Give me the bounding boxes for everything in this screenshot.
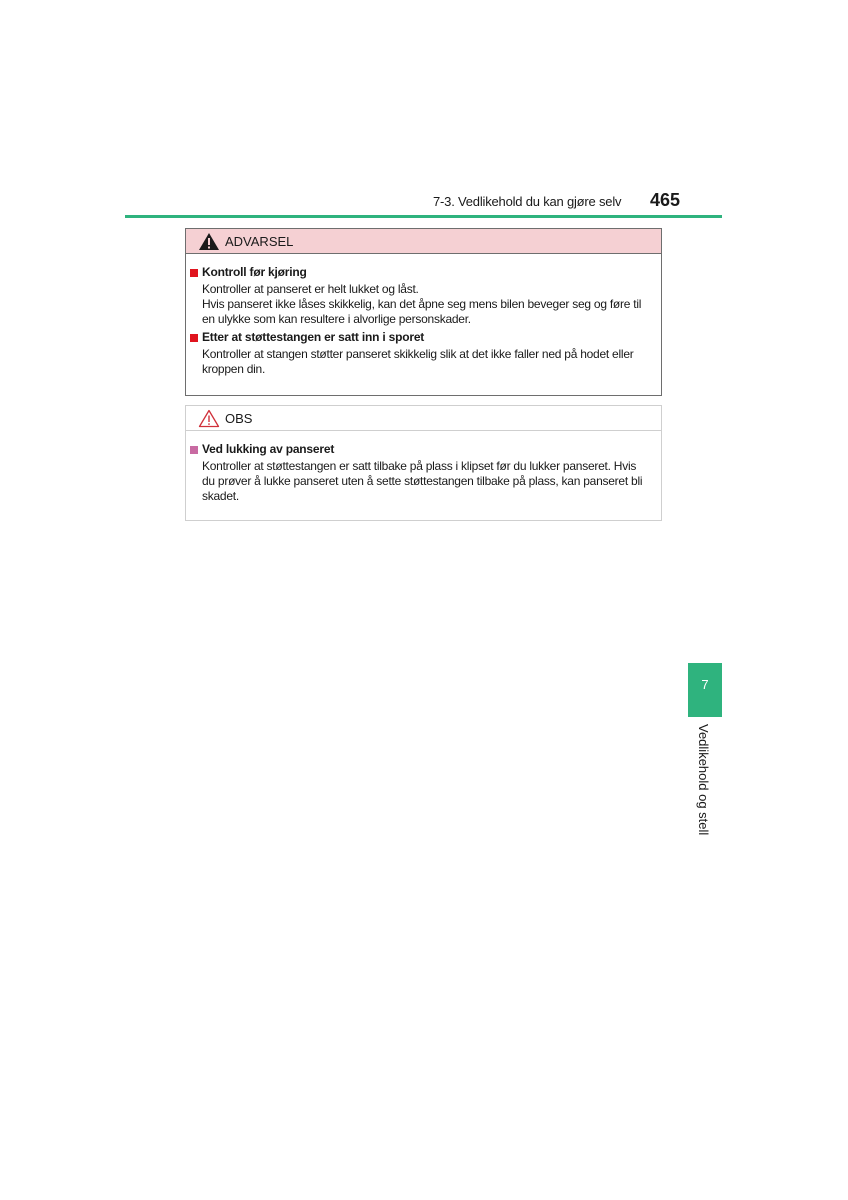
- header-rule: [125, 215, 722, 218]
- warning-title: ADVARSEL: [225, 233, 294, 249]
- text-line: en ulykke som kan resultere i alvorlige personskader.: [202, 312, 471, 326]
- warning-item-heading-text: Kontroll før kjøring: [202, 265, 307, 279]
- notice-item-heading: [190, 442, 653, 457]
- chapter-tab: [688, 663, 722, 717]
- notice-header: [186, 406, 661, 431]
- notice-body: [186, 431, 661, 504]
- text-line: kroppen din.: [202, 362, 266, 376]
- square-bullet-icon: [190, 334, 198, 342]
- page-number: 465: [650, 190, 681, 210]
- chapter-title: Vedlikehold og stell: [696, 724, 711, 836]
- text-line: Kontroller at stangen støtter panseret skikkelig slik at det ikke faller ned på hodet eller: [202, 347, 634, 361]
- warning-body: [186, 254, 661, 377]
- warning-box: [185, 228, 662, 396]
- warning-item-text: [190, 282, 653, 327]
- warning-item-heading: [190, 330, 653, 345]
- warning-item-text: [190, 347, 653, 377]
- warning-header: [186, 229, 661, 254]
- warning-item-heading-text: Etter at støttestangen er satt inn i sporet: [202, 330, 425, 344]
- text-line: Hvis panseret ikke låses skikkelig, kan det åpne seg mens bilen beveger seg og føre til: [202, 297, 642, 311]
- notice-item-text: [190, 459, 653, 504]
- warning-triangle-filled-icon: [198, 232, 220, 251]
- text-line: du prøver å lukke panseret uten å sette støttestangen tilbake på plass, kan panseret bli: [202, 474, 643, 488]
- notice-box: [185, 405, 662, 521]
- chapter-number: 7: [701, 677, 709, 692]
- text-line: Kontroller at panseret er helt lukket og låst.: [202, 282, 419, 296]
- notice-title: OBS: [225, 410, 253, 426]
- text-line: Kontroller at støttestangen er satt tilbake på plass i klipset før du lukker panseret. Hvis: [202, 459, 637, 473]
- section-title: 7-3. Vedlikehold du kan gjøre selv: [433, 194, 622, 209]
- warning-item-heading: [190, 265, 653, 280]
- text-line: skadet.: [202, 489, 239, 503]
- square-bullet-icon: [190, 446, 198, 454]
- square-bullet-icon: [190, 269, 198, 277]
- notice-item-heading-text: Ved lukking av panseret: [202, 442, 335, 456]
- warning-triangle-outline-icon: [198, 409, 220, 428]
